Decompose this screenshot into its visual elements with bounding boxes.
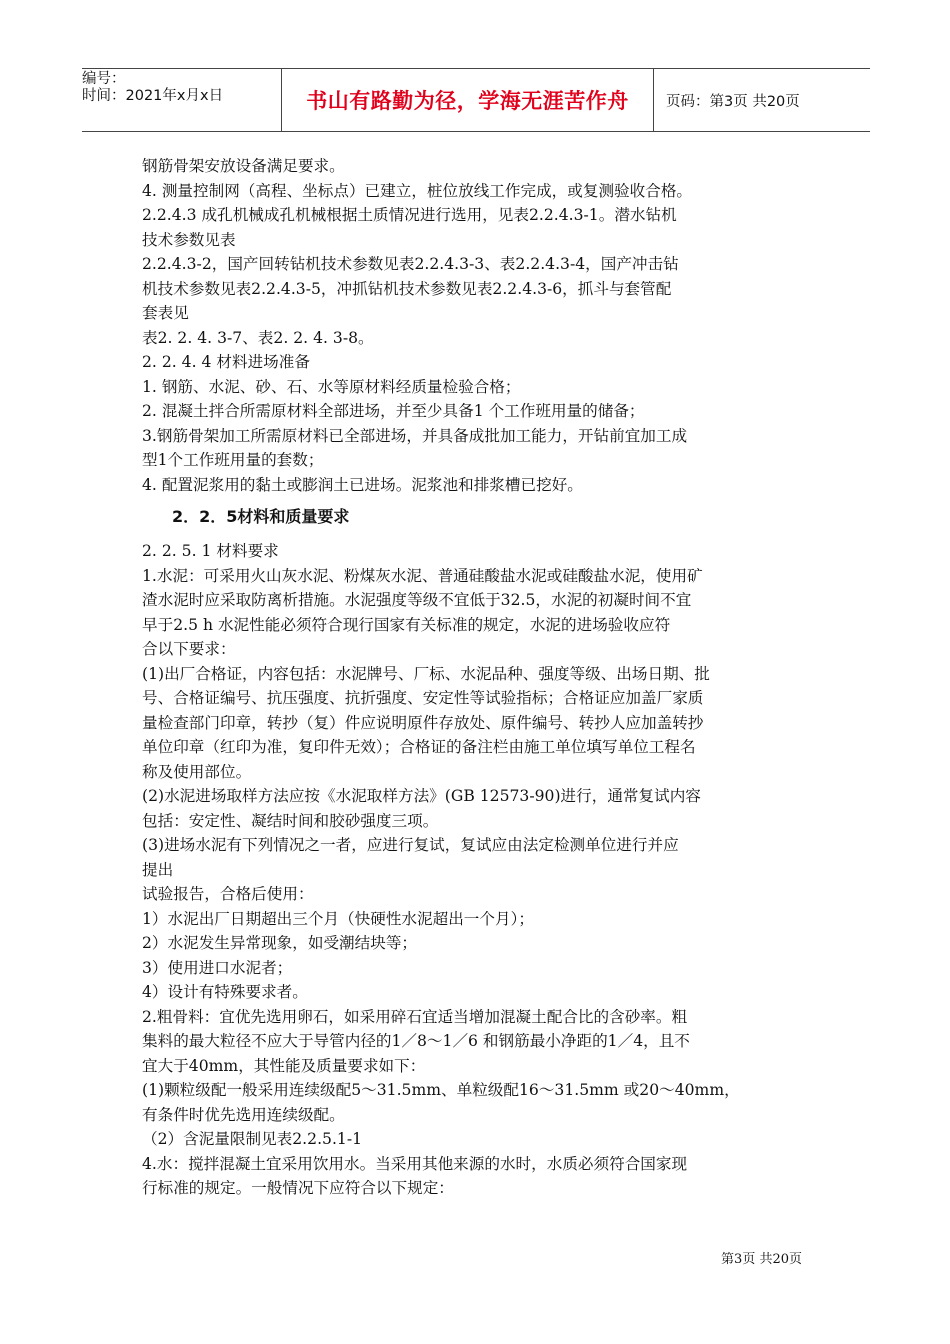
text-line: 早于2.5 h 水泥性能必须符合现行国家有关标准的规定，水泥的进场验收应符 [142, 615, 671, 634]
text-line: 机技术参数见表2.2.4.3-5，冲抓钻机技术参数见表2.2.4.3-6，抓斗与套管配 [142, 279, 672, 298]
text-line: 2. 2. 5. 1 材料要求 [142, 542, 279, 560]
text-line: (1)出厂合格证，内容包括：水泥牌号、厂标、水泥品种、强度等级、出场日期、批 [142, 664, 710, 683]
section-heading: 2．2．5材料和质量要求 [172, 507, 350, 526]
text-line: (2)水泥进场取样方法应按《水泥取样方法》(GB 12573-90)进行，通常复试内容 [142, 787, 701, 805]
text-line: 2. 2. 4. 4 材料进场准备 [142, 353, 310, 371]
text-line: 宜大于40mm，其性能及质量要求如下： [142, 1056, 426, 1075]
motto-text: 书山有路勤为径，学海无涯苦作舟 [306, 89, 629, 113]
text-line: 4）设计有特殊要求者。 [142, 983, 308, 1001]
text-line: 2.粗骨料：宜优先选用卵石，如采用碎石宜适当增加混凝土配合比的含砂率。粗 [142, 1007, 688, 1026]
number-label: 编号： [82, 71, 126, 87]
text-line: 型1个工作班用量的套数； [142, 451, 324, 469]
text-line: 合以下要求： [142, 640, 236, 658]
text-line: 4. 配置泥浆用的黏土或膨润土已进场。泥浆池和排浆槽已挖好。 [142, 475, 583, 494]
text-line: 称及使用部位。 [142, 762, 252, 781]
text-line: 试验报告，合格后使用： [142, 885, 314, 903]
text-line: 4.水：搅拌混凝土宜采用饮用水。当采用其他来源的水时，水质必须符合国家现 [142, 1154, 688, 1173]
text-line: 3）使用进口水泥者； [142, 958, 293, 977]
page-footer: 第3页 共20页 [721, 1252, 802, 1267]
header-motto-cell [282, 69, 654, 131]
header-left-cell [82, 69, 282, 131]
text-line: 单位印章（红印为准，复印件无效）；合格证的备注栏由施工单位填写单位工程名 [142, 738, 696, 756]
text-line: 行标准的规定。一般情况下应符合以下规定： [142, 1179, 454, 1197]
text-line: 2. 混凝土拌合所需原材料全部进场，并至少具备1 个工作班用量的储备； [142, 402, 645, 420]
paragraph-block-2 [142, 539, 832, 1201]
text-line: 有条件时优先选用连续级配。 [142, 1105, 345, 1124]
paragraph-block-1 [142, 154, 832, 497]
text-line: 1. 钢筋、水泥、砂、石、水等原材料经质量检验合格； [142, 377, 521, 396]
text-line: 4. 测量控制网（高程、坐标点）已建立，桩位放线工作完成，或复测验收合格。 [142, 181, 693, 200]
text-line: 2）水泥发生异常现象，如受潮结块等； [142, 934, 418, 952]
text-line: 渣水泥时应采取防离析措施。水泥强度等级不宜低于32.5，水泥的初凝时间不宜 [142, 591, 692, 609]
text-line: 1.水泥：可采用火山灰水泥、粉煤灰水泥、普通硅酸盐水泥或硅酸盐水泥，使用矿 [142, 566, 703, 585]
date-label: 时间：2021年x月x日 [82, 88, 224, 104]
text-line: （2）含泥量限制见表2.2.5.1-1 [142, 1130, 363, 1148]
text-line: 表2. 2. 4. 3-7、表2. 2. 4. 3-8。 [142, 328, 374, 347]
text-line: (3)进场水泥有下列情况之一者，应进行复试，复试应由法定检测单位进行并应 [142, 836, 679, 854]
document-body [142, 154, 832, 1201]
text-line: (1)颗粒级配一般采用连续级配5～31.5mm、单粒级配16～31.5mm 或20～40mm， [142, 1081, 740, 1099]
text-line: 集料的最大粒径不应大于导管内径的1／8～1／6 和钢筋最小净距的1／4，且不 [142, 1032, 690, 1050]
text-line: 技术参数见表 [142, 230, 236, 249]
text-line: 钢筋骨架安放设备满足要求。 [142, 157, 345, 175]
text-line: 1）水泥出厂日期超出三个月（快硬性水泥超出一个月）； [142, 909, 534, 928]
text-line: 提出 [142, 860, 174, 879]
text-line: 包括：安定性、凝结时间和胶砂强度三项。 [142, 811, 439, 830]
text-line: 2.2.4.3 成孔机械成孔机械根据土质情况进行选用，见表2.2.4.3-1。潜水钻机 [142, 206, 677, 224]
text-line: 套表见 [142, 304, 189, 322]
page-header [82, 68, 870, 132]
text-line: 号、合格证编号、抗压强度、抗折强度、安定性等试验指标；合格证应加盖厂家质 [142, 689, 704, 707]
header-page-cell [654, 69, 870, 131]
text-line: 3.钢筋骨架加工所需原材料已全部进场，并具备成批加工能力，开钻前宜加工成 [142, 426, 688, 445]
text-line: 量检查部门印章，转抄（复）件应说明原件存放处、原件编号、转抄人应加盖转抄 [142, 713, 704, 732]
text-line: 2.2.4.3-2，国产回转钻机技术参数见表2.2.4.3-3、表2.2.4.3-4，国产冲击钻 [142, 255, 679, 273]
header-page-label: 页码：第3页 共20页 [666, 93, 800, 110]
